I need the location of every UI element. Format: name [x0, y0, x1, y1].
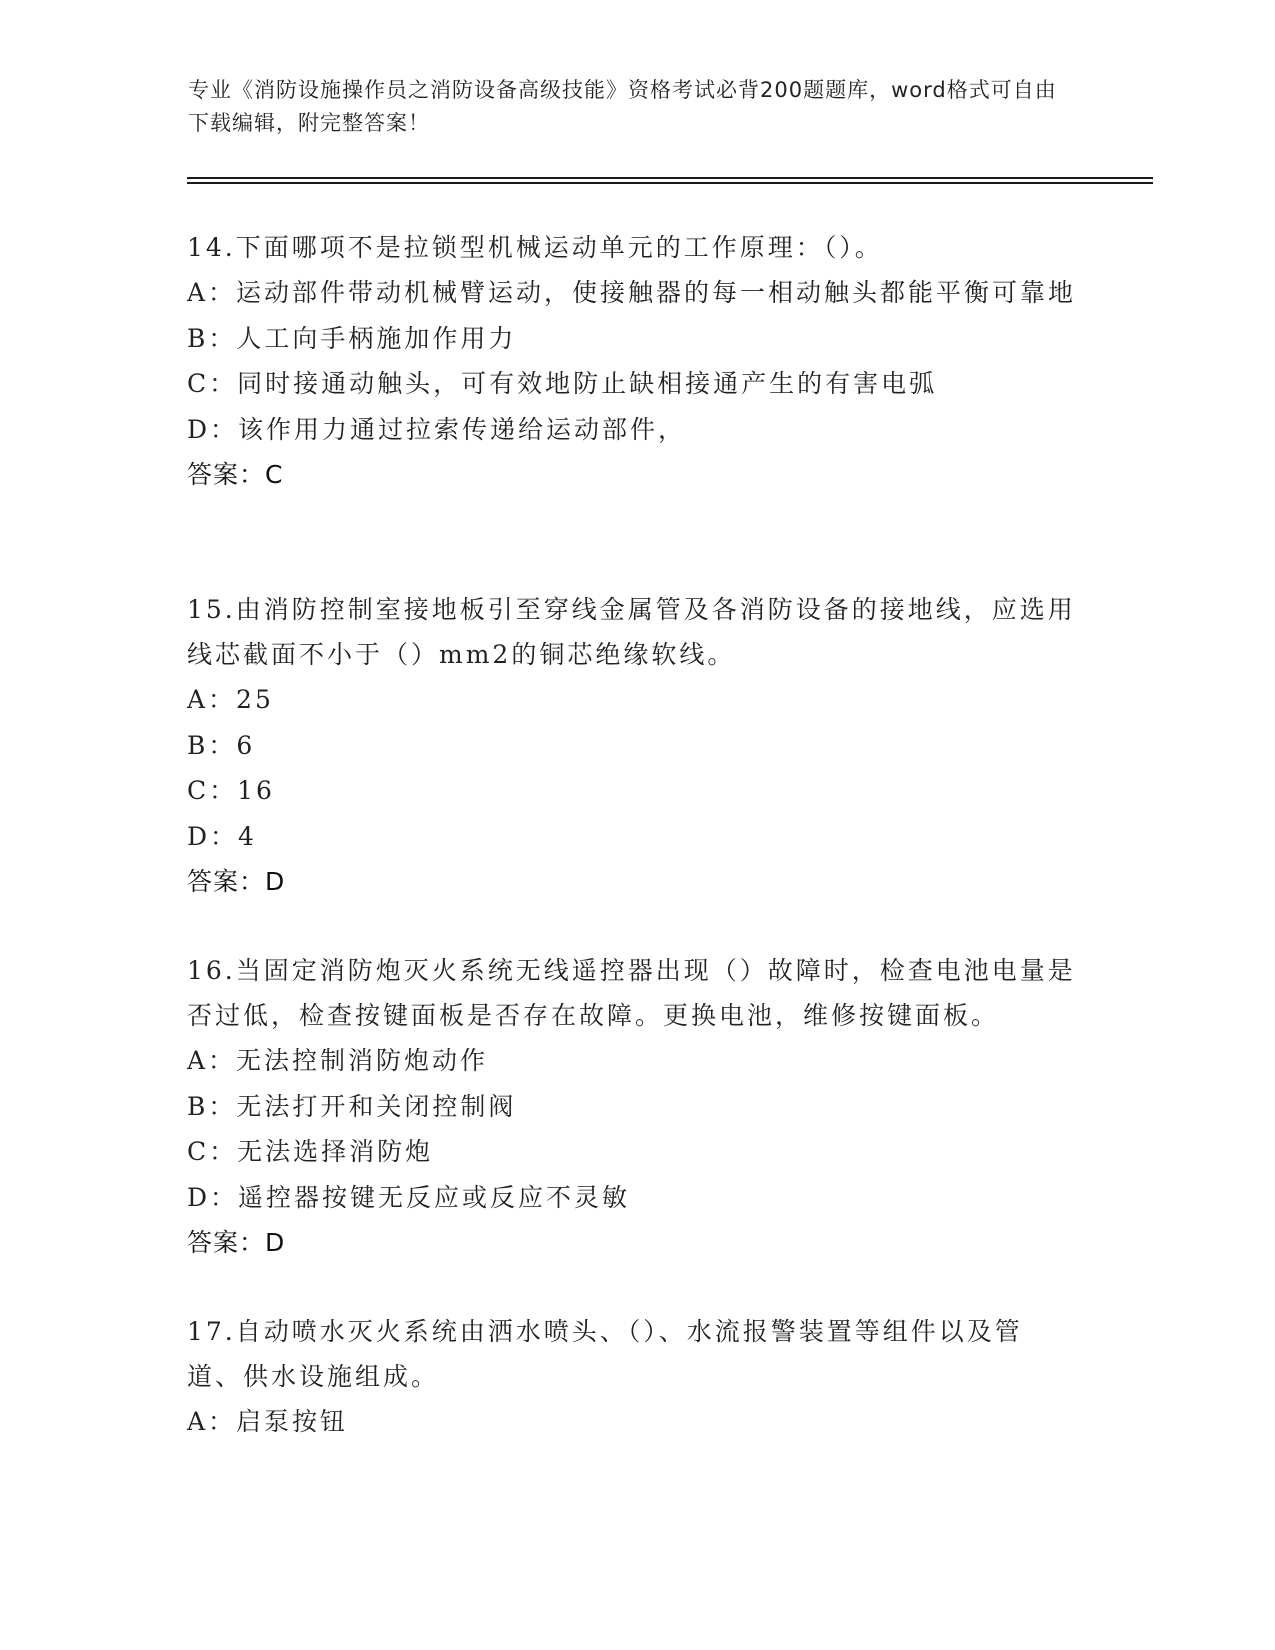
question-16 [187, 948, 1077, 1265]
header-divider-bottom [187, 182, 1153, 184]
option-d: D：该作用力通过拉索传递给运动部件， [187, 414, 687, 444]
option-a: A：运动部件带动机械臂运动，使接触器的每一相动触头都能平衡可靠地 [187, 278, 1077, 307]
option-d: D：遥控器按键无反应或反应不灵敏 [187, 1182, 631, 1212]
question-stem: 14.下面哪项不是拉锁型机械运动单元的工作原理：（）。 [187, 233, 883, 262]
option-a: A：无法控制消防炮动作 [187, 1046, 489, 1075]
question-stem: 16.当固定消防炮灭火系统无线遥控器出现（）故障时，检查电池电量是否过低，检查按键面板是否存在故障。更换电池，维修按键面板。 [187, 956, 1076, 1030]
answer: 答案：D [187, 1228, 286, 1257]
answer: 答案：D [187, 867, 286, 896]
answer: 答案：C [187, 460, 284, 489]
option-a: A：启泵按钮 [187, 1407, 349, 1436]
header-divider-top [187, 177, 1153, 179]
question-stem: 17.自动喷水灭火系统由洒水喷头、（）、水流报警装置等组件以及管道、供水设施组成。 [187, 1317, 1023, 1391]
option-d: D：4 [187, 821, 257, 851]
option-c: C：同时接通动触头，可有效地防止缺相接通产生的有害电弧 [187, 369, 938, 398]
question-17 [187, 1309, 1077, 1445]
option-c: C：16 [187, 776, 275, 805]
option-b: B：无法打开和关闭控制阀 [187, 1091, 517, 1121]
document-header: 专业《消防设施操作员之消防设备高级技能》资格考试必背200题题库，word格式可自由下载编辑，附完整答案！ [188, 78, 1057, 135]
option-b: B：人工向手柄施加作用力 [187, 323, 517, 353]
question-14 [187, 225, 1077, 497]
option-c: C：无法选择消防炮 [187, 1137, 434, 1166]
option-a: A：25 [187, 685, 274, 714]
question-15 [187, 587, 1077, 904]
question-stem: 15.由消防控制室接地板引至穿线金属管及各消防设备的接地线，应选用线芯截面不小于（）mm2的铜芯绝缘软线。 [187, 595, 1076, 669]
option-b: B：6 [187, 730, 256, 760]
